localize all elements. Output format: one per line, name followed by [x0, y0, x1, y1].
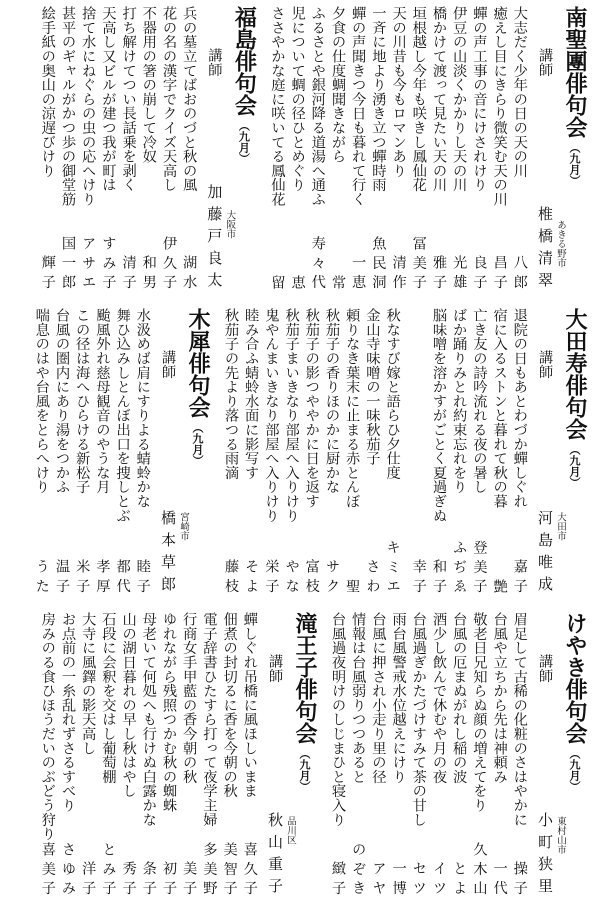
- poem-text: 鬼やんまいきなり部屋へ入りけり: [263, 308, 280, 523]
- band-middle: [8, 308, 592, 598]
- poem-column: [383, 308, 403, 598]
- poem-text: 退院の日もあとわづか蟬しぐれ: [511, 308, 528, 509]
- poem-author: 国一郎: [60, 236, 76, 294]
- poem-column: [389, 612, 409, 900]
- poem-author: 艶: [491, 578, 508, 598]
- poem-text: 酒少し飲んで休むや月の夜: [431, 612, 447, 784]
- poem-column: [58, 6, 78, 294]
- poem-column: [322, 308, 342, 598]
- location-text: 宮崎市: [178, 512, 189, 541]
- poem-column: [72, 308, 92, 598]
- teacher-name: 加藤戸良太: [205, 184, 224, 294]
- poem-text: 橋かけて渡って見たい天の川: [431, 6, 447, 192]
- poem-text: ささやかな庭に咲いてる鳳仙花: [269, 6, 286, 207]
- section-title-name: 福島俳句会: [231, 6, 257, 116]
- poem-text: 房みのる食ひほうだいのぶどう狩り: [39, 612, 56, 841]
- poem-text: 眉足して古稀の化粧のさはやかに: [511, 612, 528, 827]
- poem-column: [267, 6, 287, 294]
- poem-author: 操子: [511, 861, 528, 900]
- poem-text: 秋茄子の香りほのかに厨かな: [324, 308, 340, 494]
- poem-text: 喘息のはや台風をとらへけり: [33, 308, 50, 494]
- poem-text: 天の川昔も今もロマンあり: [390, 6, 407, 178]
- poem-column: [449, 612, 469, 900]
- location-text: 品川区: [285, 816, 296, 845]
- poem-author: キミエ: [384, 540, 401, 598]
- poem-author: 富枝: [303, 559, 320, 598]
- poem-author: 睦子: [134, 559, 151, 598]
- poem-column: [179, 6, 199, 294]
- poem-author: 良子: [471, 255, 488, 294]
- poem-author: 和子: [431, 559, 447, 598]
- poem-column: [52, 308, 72, 598]
- poem-column: [490, 6, 510, 294]
- poem-author: 留: [269, 274, 286, 294]
- poem-column: [113, 308, 133, 598]
- poem-author: サク: [324, 559, 340, 598]
- poem-text: 大寺に風鐸の影天高し: [80, 612, 97, 755]
- section-month: （九月）: [237, 120, 251, 164]
- poem-column: [302, 308, 322, 598]
- poem-text: 行商女手甲藍の香今朝の秋: [181, 612, 198, 784]
- poem-author: 光雄: [451, 255, 468, 294]
- poem-text: 台風過夜明けのしじまひと寝入り: [330, 612, 346, 827]
- poem-author: アヤ: [370, 861, 387, 900]
- poem-text: 打ち解けてつい長話乗を剥く: [120, 6, 137, 192]
- poem-author: 寿々代: [309, 236, 326, 294]
- poem-column: [308, 6, 328, 294]
- poem-text: 垣根越し今年も咲きし鳳仙花: [410, 6, 427, 192]
- location-text: 東村山市: [555, 816, 566, 854]
- poem-author: アサエ: [80, 236, 97, 294]
- poem-author: 都代: [114, 559, 131, 598]
- poem-column: [133, 308, 153, 598]
- poem-author: 条子: [140, 861, 157, 900]
- poem-author: 魚民洞: [370, 236, 387, 294]
- poem-column: [240, 612, 260, 900]
- poem-author: 聖: [344, 578, 361, 598]
- poem-column: [469, 612, 489, 900]
- poem-author: 美智子: [221, 842, 238, 900]
- poem-author: さゆみ: [60, 842, 76, 900]
- poem-text: 台風の厄まぬがれし稲の波: [451, 612, 468, 784]
- poem-text: 捨て水にねぐらの虫の応へけり: [80, 6, 97, 207]
- poem-text: ふるさとや銀河降る道湯へ通ふ: [309, 6, 326, 207]
- poem-author: 初子: [161, 861, 177, 900]
- poem-text: 宿に入るストンと暮れて秋の暮: [491, 308, 508, 509]
- poem-column: [429, 612, 449, 900]
- teacher-column: [534, 612, 556, 900]
- poem-column: [328, 612, 348, 900]
- poem-column: [159, 612, 179, 900]
- teacher-name: 橋本草郎: [159, 510, 177, 598]
- poem-text: ゆれながら残照つかむ秋の蜘蛛: [161, 612, 177, 813]
- teacher-name: 秋山重子: [266, 812, 284, 900]
- poem-text: 台風に押され小走り里の径: [370, 612, 387, 784]
- poem-column: [409, 612, 429, 900]
- poem-column: [510, 612, 530, 900]
- poem-text: 台風の圏内にあり湯をつかふ: [54, 308, 70, 494]
- location-label: [223, 6, 237, 294]
- poem-author: 藤枝: [223, 559, 239, 598]
- poem-author: 洋子: [80, 861, 97, 900]
- poem-column: [328, 6, 348, 294]
- poem-column: [342, 308, 362, 598]
- poem-text: お点前の一糸乱れずさるすべり: [60, 612, 76, 813]
- poem-author: すみ子: [100, 236, 117, 294]
- teacher-label: 講師: [537, 654, 553, 683]
- poem-column: [409, 6, 429, 294]
- poem-author: とみ子: [100, 842, 117, 900]
- poem-text: 台風や立ちから先は神頼み: [491, 612, 508, 784]
- poem-author: 和男: [140, 255, 157, 294]
- teacher-label: 講師: [537, 350, 553, 379]
- poem-column: [119, 6, 139, 294]
- teacher-column: [157, 308, 179, 598]
- poem-text: 脳味噌を溶かすがごとく夏過ぎぬ: [431, 308, 447, 523]
- poem-author: とよ: [451, 861, 468, 900]
- poem-column: [362, 308, 382, 598]
- teacher-name: 小町狭里: [536, 812, 554, 900]
- poem-author: 嘉子: [511, 559, 528, 598]
- poem-text: 絵手紙の奥山の涼遅びけり: [39, 6, 56, 178]
- poem-author: 清子: [120, 255, 137, 294]
- poem-author: 雅子: [431, 255, 447, 294]
- poem-text: 秋茄子の影つややかに日を返す: [303, 308, 320, 509]
- poem-column: [469, 308, 489, 598]
- poem-column: [38, 6, 58, 294]
- poem-column: [368, 612, 388, 900]
- poem-column: [368, 6, 388, 294]
- poem-text: 石段に会釈を交はし葡萄棚: [100, 612, 117, 784]
- poem-author: 伊久子: [161, 236, 177, 294]
- poem-author: のぞき: [350, 842, 367, 900]
- poem-column: [469, 6, 489, 294]
- poem-text: ばか踊りみとれ約束忘れをり: [451, 308, 468, 494]
- poem-author: 一恵: [350, 255, 367, 294]
- poem-text: 台風過ぎかたづけすみて茶の甘し: [410, 612, 427, 827]
- poem-text: 天高し又ビルが建つ我が町は: [100, 6, 117, 192]
- poem-author: 久木山: [471, 842, 488, 900]
- poem-author: 一代: [491, 861, 508, 900]
- poem-author: そよ: [243, 559, 260, 598]
- poem-author: 喜美子: [39, 842, 56, 900]
- teacher-label: 講師: [537, 48, 553, 77]
- poem-column: [490, 308, 510, 598]
- poem-author: 孝厚: [94, 559, 111, 598]
- poem-text: 頼りなき葉末に止まる赤とんぼ: [344, 308, 361, 509]
- poem-column: [78, 6, 98, 294]
- section-month: （九月）: [568, 748, 581, 792]
- poem-author: やな: [283, 559, 300, 598]
- poem-column: [159, 6, 179, 294]
- poem-column: [389, 6, 409, 294]
- poem-text: 夕食の仕度蜩聞きながら: [330, 6, 346, 164]
- poem-column: [261, 308, 281, 598]
- band-top: [8, 6, 592, 294]
- poem-author: 昌子: [491, 255, 508, 294]
- location-label: [284, 612, 298, 900]
- poem-text: 甚平のギャルがかつ歩の御堂筋: [60, 6, 76, 207]
- section-month: （九月）: [191, 422, 204, 466]
- poem-text: 蟬しぐれ吊橋に風ほしいまま: [241, 612, 258, 798]
- poem-text: 蟬の声工事の音にけされけり: [471, 6, 488, 192]
- poem-column: [92, 308, 112, 598]
- teacher-name: 椎橋清翠: [536, 206, 554, 294]
- poem-text: この径は海へひらける新松子: [74, 308, 91, 494]
- location-text: 大田市: [555, 512, 566, 541]
- section-title-name: 木犀俳句会: [185, 308, 210, 418]
- poem-column: [409, 308, 429, 598]
- location-text: あきる野市: [555, 220, 566, 268]
- band-bottom: [8, 612, 592, 900]
- poem-author: 常: [330, 274, 346, 294]
- location-label: [177, 308, 191, 598]
- poem-text: 児について蜩の径ひとめぐり: [289, 6, 306, 192]
- poem-author: 美子: [181, 861, 198, 900]
- poem-text: 癒えし目にきらり微笑む天の川: [491, 6, 508, 207]
- poem-text: 情報は台風弱りつつあると: [350, 612, 367, 784]
- poem-author: セツ: [410, 861, 427, 900]
- poem-text: 山の湖日暮れの早し秋はやし: [120, 612, 137, 798]
- poem-text: 佃煮の封切るに香を今朝の秋: [221, 612, 238, 798]
- section-month: （九月）: [568, 142, 581, 186]
- poem-column: [221, 308, 241, 598]
- poem-column: [139, 6, 159, 294]
- section-month: （九月）: [568, 444, 581, 488]
- poem-text: 母老いて何処へも行けぬ白露かな: [140, 612, 157, 827]
- poem-text: 兵の墓立てばおのづと秋の風: [181, 6, 198, 192]
- poem-text: 颱風外れ慈母観音のやうな月: [94, 308, 111, 494]
- poem-text: 花の名の漢字でクイズ天高し: [161, 6, 177, 192]
- poem-text: 水汲めば肩にすりよる蜻蛉かな: [134, 308, 151, 509]
- poem-column: [429, 6, 449, 294]
- poem-author: イツ: [431, 861, 447, 900]
- poem-author: ふぢゑ: [451, 540, 468, 598]
- poem-column: [449, 6, 469, 294]
- poem-text: 秋なすび嫁と語らひ夕仕度: [384, 308, 401, 480]
- location-text: 大阪市: [224, 210, 236, 239]
- poem-column: [490, 612, 510, 900]
- teacher-label: 講師: [206, 48, 223, 77]
- poem-column: [32, 308, 52, 598]
- teacher-column: [203, 6, 225, 294]
- poem-text: 雨台風警戒水位越えにけり: [390, 612, 407, 784]
- poem-author: 喜久子: [241, 842, 258, 900]
- poem-author: 冨美子: [410, 236, 427, 294]
- location-label: [554, 612, 568, 900]
- poem-text: 秋茄子の先より落つる雨滴: [223, 308, 239, 480]
- section-title-name: 大田寿俳句会: [562, 308, 587, 440]
- poem-column: [282, 308, 302, 598]
- poem-author: 秀子: [120, 861, 137, 900]
- poem-author: 多美野: [201, 842, 218, 900]
- poem-column: [288, 6, 308, 294]
- poem-text: 敬老日兄知らぬ顔の増えてをり: [471, 612, 488, 813]
- poem-author: さわ: [364, 559, 381, 598]
- poem-text: 亡き友の詩吟流れる夜の暑し: [471, 308, 488, 494]
- teacher-label: 講師: [160, 350, 176, 379]
- poem-column: [348, 6, 368, 294]
- poem-column: [199, 612, 219, 900]
- poem-author: 米子: [74, 559, 91, 598]
- poem-column: [348, 612, 368, 900]
- poem-text: 不器用の箸の崩して冷奴: [140, 6, 157, 164]
- poem-column: [179, 612, 199, 900]
- poem-column: [98, 612, 118, 900]
- poem-column: [429, 308, 449, 598]
- poem-text: 一斉に地より湧き立つ蟬時雨: [370, 6, 387, 192]
- section-title-name: 滝王子俳句会: [292, 612, 317, 744]
- poem-author: 清作: [390, 255, 407, 294]
- poem-text: 伊豆の山淡くかかりし天の川: [451, 6, 468, 192]
- section-month: （九月）: [298, 748, 311, 792]
- teacher-column: [534, 6, 556, 294]
- teacher-column: [534, 308, 556, 598]
- poem-column: [78, 612, 98, 900]
- poem-author: 温子: [54, 559, 70, 598]
- poem-column: [139, 612, 159, 900]
- location-label: [554, 6, 568, 294]
- poem-text: 大志だく少年の日の天の川: [511, 6, 528, 178]
- section-title-name: 南聖團俳句会: [562, 6, 587, 138]
- poem-author: 緻子: [330, 861, 346, 900]
- poem-column: [98, 6, 118, 294]
- teacher-name: 河島唯成: [536, 510, 554, 598]
- teacher-label: 講師: [267, 654, 283, 683]
- poem-column: [38, 612, 58, 900]
- poem-text: 金山寺味噌の一味秋茄子: [364, 308, 381, 466]
- poem-author: 栄子: [263, 559, 280, 598]
- poem-column: [449, 308, 469, 598]
- poem-author: 輝子: [39, 255, 56, 294]
- teacher-column: [264, 612, 286, 900]
- poem-author: 八郎: [511, 255, 528, 294]
- poem-author: 一博: [390, 861, 407, 900]
- poem-column: [241, 308, 261, 598]
- poem-text: 秋茄子まいきなり部屋へ入りけり: [283, 308, 300, 523]
- poem-author: 恵: [289, 274, 306, 294]
- poem-column: [220, 612, 240, 900]
- poem-author: うた: [33, 559, 50, 598]
- poem-author: 幸子: [410, 559, 427, 598]
- poem-text: 睦み合ふ蜻蛉水面に影写す: [243, 308, 260, 480]
- poem-column: [58, 612, 78, 900]
- poem-column: [510, 6, 530, 294]
- poem-text: 舞ひ込みしとんぼ出口を捜しとぶ: [114, 308, 131, 523]
- poem-text: 電子辞書ひたすら打って夜学主婦: [201, 612, 218, 827]
- poem-text: 蟬の声聞きつ今日も暮れて行く: [350, 6, 367, 207]
- poem-column: [119, 612, 139, 900]
- poem-author: 湖水: [181, 255, 198, 294]
- location-label: [554, 308, 568, 598]
- poem-column: [510, 308, 530, 598]
- poem-author: 登美子: [471, 540, 488, 598]
- section-title-name: けやき俳句会: [562, 612, 587, 744]
